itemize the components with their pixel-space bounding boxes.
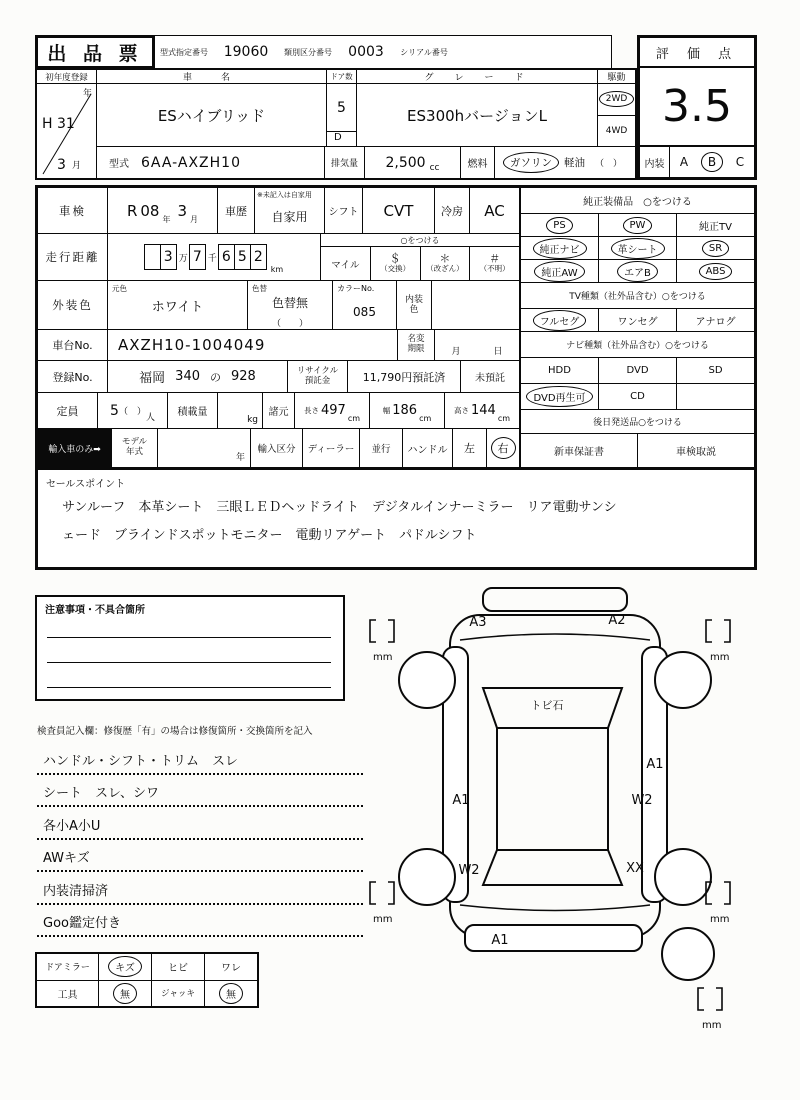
- damage-w2-left: W2: [458, 863, 480, 878]
- chassis-no-label: 車台No.: [38, 330, 108, 360]
- fuel-cell: [495, 147, 635, 178]
- equip-sunroof-circled: SR: [708, 242, 723, 254]
- mark-exchange-symbol: ＄: [389, 252, 401, 266]
- mirror-crack: ヒビ: [152, 954, 205, 980]
- mm-top-right: mm: [710, 652, 730, 663]
- mileage-unit: km: [270, 265, 284, 274]
- tv-type-title: TV種類（社外品含む）○をつける: [521, 283, 754, 309]
- model-year-unit: 年: [235, 453, 245, 463]
- drive-label: 駆動: [598, 70, 635, 84]
- navi-cd: CD: [599, 384, 677, 409]
- finding-item: シート スレ、シワ: [37, 775, 363, 808]
- length-value: 497: [320, 403, 346, 418]
- equipment-column: [521, 188, 754, 467]
- length-cell: [295, 393, 370, 428]
- first-reg-year-unit: 年: [82, 89, 92, 99]
- fuel-label: 燃料: [461, 147, 495, 178]
- height-unit: cm: [497, 414, 511, 423]
- finding-item: Goo鑑定付き: [37, 905, 363, 938]
- mirror-scratch-circled: キズ: [113, 959, 137, 974]
- measure-bracket-spare: [698, 988, 722, 1010]
- registration-no-value: [108, 361, 288, 392]
- history-note: ※未記入は自家用: [257, 191, 312, 199]
- car-name-value: ESハイブリッド: [157, 106, 266, 125]
- score-value: 3.5: [662, 81, 732, 132]
- handle-left-option: 左: [453, 429, 487, 467]
- plate-region: 福岡: [139, 371, 166, 386]
- original-color-label: 元色: [112, 284, 127, 293]
- inspector-findings: [37, 742, 363, 937]
- equip-oem-tv: 純正TV: [699, 221, 732, 233]
- model-row: [97, 146, 635, 178]
- jack-none-circled: 無: [224, 986, 238, 1001]
- registration-no-label: 登録No.: [38, 361, 108, 392]
- grade-value: ES300hバージョンL: [407, 106, 547, 125]
- damage-stone-chip: トビ石: [530, 699, 564, 712]
- sales-points-box: [35, 470, 757, 570]
- doors-count: 5: [337, 99, 346, 116]
- equipment-title: 純正装備品 ○をつける: [521, 188, 754, 214]
- defect-notes-title: 注意事項・不具合箇所: [45, 605, 145, 616]
- car-damage-diagram: [362, 582, 774, 1077]
- mm-spare: mm: [702, 1020, 722, 1031]
- mileage-label: 走行距離: [38, 234, 108, 280]
- grade-cell: [357, 70, 598, 146]
- row-inspection: [38, 188, 519, 234]
- main-table: [35, 185, 757, 470]
- model-year-label-1: モデル: [121, 437, 148, 448]
- color-change-cell: [248, 281, 333, 329]
- score-box: [637, 35, 757, 180]
- drive-4wd: 4WD: [605, 125, 628, 136]
- original-color-cell: [108, 281, 248, 329]
- color-no-value: 085: [353, 304, 376, 319]
- mileage-digit-1: 2: [250, 244, 267, 270]
- damage-xx: XX: [626, 861, 644, 876]
- sales-points-title: セールスポイント: [46, 479, 126, 490]
- recycle-label-2: 預託金: [304, 375, 331, 386]
- car-name-label: 車 名: [97, 70, 326, 84]
- recycle-label-1: リサイクル: [296, 365, 339, 376]
- front-bumper-shape: [483, 588, 627, 611]
- load-value: [218, 393, 263, 428]
- displacement-label: 排気量: [325, 147, 365, 178]
- displacement-value: 2,500: [385, 154, 426, 171]
- measure-bracket-top-right: [706, 620, 730, 642]
- mileage-digit-sen: 7: [189, 244, 206, 270]
- later-shipment-title: 後日発送品○をつける: [521, 410, 754, 434]
- first-reg-month: 3: [57, 157, 66, 173]
- navi-empty: [677, 384, 754, 409]
- ac-value: AC: [484, 201, 505, 220]
- interior-grade-c: C: [735, 155, 745, 169]
- color-change-value: 色替無: [271, 295, 308, 310]
- tools-none-circled: 無: [118, 986, 132, 1001]
- type-approval-label: 型式指定番号: [160, 47, 208, 57]
- doors-cell: [327, 70, 357, 146]
- height-value: 144: [470, 403, 496, 418]
- damage-a1-right: A1: [646, 757, 664, 772]
- inspector-instructions: 検査員記入欄：修復歴「有」の場合は修復箇所・交換箇所を記入: [37, 726, 313, 737]
- capacity-value: [98, 393, 168, 428]
- mark-tampered-sub: （改ざん）: [426, 264, 464, 274]
- finding-item: 各小A小U: [37, 807, 363, 840]
- model-year-value: [158, 429, 251, 467]
- rear-glass-shape: [483, 850, 622, 885]
- mileage-value: [108, 234, 321, 280]
- import-dealer-option: ディーラー: [303, 429, 360, 467]
- shaken-month-unit: 月: [190, 215, 199, 224]
- first-reg-era-year: H 31: [42, 116, 75, 132]
- defect-notes-box: [35, 595, 345, 701]
- mileage-sen-unit: 千: [207, 253, 217, 264]
- fuel-gasoline-circled: ガソリン: [509, 157, 552, 169]
- length-label: 長さ: [303, 406, 319, 415]
- shaken-label: 車検: [38, 188, 108, 233]
- mirror-break: ワレ: [221, 963, 241, 975]
- rename-deadline-label: [398, 330, 435, 360]
- mark-mile: マイル: [321, 247, 371, 280]
- mileage-mark-header: ○をつける: [321, 234, 519, 247]
- damage-a1-left: A1: [452, 793, 470, 808]
- import-type-label: 輸入区分: [251, 429, 303, 467]
- rename-label-2: 期限: [407, 344, 425, 354]
- later-warranty-book: 新車保証書: [521, 434, 638, 467]
- type-approval-number: 19060: [223, 44, 269, 60]
- mileage-digit-blank: [144, 244, 161, 270]
- defect-note-line-2: [47, 662, 331, 663]
- equip-leather-circled: 革シート: [616, 241, 660, 256]
- equip-aw-circled: 純正AW: [539, 264, 579, 279]
- color-no-label: カラーNo.: [337, 284, 375, 293]
- color-change-paren: （ ）: [271, 318, 308, 329]
- later-manual: 車検取説: [676, 447, 716, 458]
- row-registration: [38, 361, 519, 393]
- wheel-rear-left: [399, 849, 455, 905]
- hood-line: [460, 634, 650, 640]
- equip-pw-circled: PW: [629, 219, 646, 231]
- dimensions-label: 諸元: [263, 393, 295, 428]
- fuel-paren: （ ）: [594, 159, 622, 169]
- exterior-color-label: 外装色: [38, 281, 108, 329]
- capacity-number: 5: [110, 402, 119, 419]
- navi-dvd-playable-circled: DVD再生可: [531, 389, 587, 404]
- import-only-label: 輸入車のみ➡: [38, 429, 111, 467]
- ac-label: 冷房: [435, 188, 470, 233]
- finding-item: ハンドル・シフト・トリム スレ: [37, 742, 363, 775]
- drive-2wd-circled: 2WD: [605, 94, 628, 105]
- recycle-unpaid-option: 未預託: [475, 373, 505, 384]
- equip-airbag-circled: エアB: [622, 264, 653, 279]
- damage-a3: A3: [469, 615, 487, 630]
- finding-item: AWキズ: [37, 840, 363, 873]
- width-value: 186: [392, 403, 418, 418]
- interior-grade-b-circled: B: [707, 155, 717, 169]
- sales-points-line-2: ェード ブラインドスポットモニター 電動リアゲート パドルシフト: [62, 528, 477, 543]
- equip-abs-circled: ABS: [705, 265, 726, 277]
- shaken-era: R: [126, 201, 138, 220]
- drive-cell: [598, 70, 635, 146]
- navi-dvd: DVD: [599, 358, 677, 383]
- defect-note-line-3: [47, 687, 331, 688]
- grade-label: グ レ ー ド: [357, 70, 597, 84]
- displacement-unit: cc: [429, 163, 440, 173]
- model-year-label-2: 年式: [125, 447, 143, 457]
- damage-a2: A2: [608, 613, 626, 628]
- class-code-label: 類別区分番号: [284, 47, 332, 57]
- first-registration-label: 初年度登録: [37, 70, 96, 84]
- class-code-number: 0003: [348, 44, 384, 60]
- header-strip: [35, 35, 612, 69]
- shaken-date: [108, 188, 218, 233]
- rename-label-1: 名変: [407, 334, 425, 345]
- displacement-cell: [365, 147, 461, 178]
- original-color-value: ホワイト: [151, 299, 204, 315]
- measure-bracket-top-left: [370, 620, 394, 642]
- mileage-digit-100: 6: [218, 244, 235, 270]
- door-mirror-label: ドアミラー: [37, 954, 99, 980]
- plate-class: 340: [175, 369, 200, 384]
- interior-grade-label: 内装: [640, 147, 670, 177]
- shaken-year: 08: [140, 201, 160, 220]
- trunk-line: [460, 905, 650, 911]
- sheet-title: 出 品 票: [35, 35, 155, 69]
- interior-color-label: [397, 281, 432, 329]
- rename-deadline-value: [435, 330, 519, 360]
- car-name-cell: [97, 70, 327, 146]
- model-year-label: [111, 429, 158, 467]
- row-import: [38, 429, 519, 467]
- load-label: 積載量: [168, 393, 218, 428]
- capacity-label: 定員: [38, 393, 98, 428]
- mm-bottom-right: mm: [710, 914, 730, 925]
- first-reg-month-unit: 月: [72, 161, 82, 171]
- recycle-paid-value: 11,790円預託済: [348, 361, 461, 392]
- mm-top-left: mm: [373, 652, 393, 663]
- interior-color-label-2: 色: [409, 305, 419, 315]
- shift-label: シフト: [325, 188, 363, 233]
- finding-item: 内装清掃済: [37, 872, 363, 905]
- shaken-year-unit: 年: [162, 215, 171, 224]
- damage-w2-right: W2: [631, 793, 653, 808]
- mark-unknown-sub: （不明）: [479, 264, 510, 274]
- mileage-mark-cell: [321, 234, 519, 280]
- height-label: 高さ: [453, 406, 469, 415]
- tools-label: 工具: [37, 981, 99, 1007]
- mark-exchange: [371, 247, 421, 280]
- plate-number: 928: [231, 369, 256, 384]
- wheel-front-left: [399, 652, 455, 708]
- width-unit: cm: [419, 414, 432, 423]
- interior-color-label-1: 内装: [404, 294, 423, 305]
- tv-oneseg: ワンセグ: [599, 309, 677, 331]
- width-cell: [370, 393, 445, 428]
- color-no-cell: [333, 281, 397, 329]
- model-label: 型式: [109, 159, 129, 170]
- mm-bottom-left: mm: [373, 914, 393, 925]
- row-mileage: [38, 234, 519, 281]
- mileage-digit-10: 5: [234, 244, 251, 270]
- score-label: 評 価 点: [640, 38, 754, 68]
- model-code: 6AA-AXZH10: [141, 147, 325, 178]
- tv-fullseg-circled: フルセグ: [538, 313, 582, 328]
- shaken-month: 3: [177, 201, 188, 220]
- interior-color-value-empty: [432, 281, 519, 329]
- rename-month-unit: 月: [451, 347, 461, 357]
- row-spec: [38, 393, 519, 429]
- mark-unknown-symbol: ＃: [489, 252, 501, 266]
- sales-points-line-1: サンルーフ 本革シート 三眼ＬＥＤヘッドライト デジタルインナーミラー リア電動サンシ: [62, 500, 617, 515]
- fuel-diesel: 軽油: [563, 157, 585, 169]
- color-change-label: 色替: [252, 284, 267, 293]
- first-registration-cell: [37, 70, 97, 178]
- height-cell: [445, 393, 519, 428]
- width-label: 幅: [382, 406, 391, 415]
- history-cell: [255, 188, 325, 233]
- recycle-deposit-label: [288, 361, 348, 392]
- navi-sd: SD: [708, 365, 723, 376]
- history-label: 車歴: [218, 188, 255, 233]
- wheel-front-right: [655, 652, 711, 708]
- handle-label: ハンドル: [403, 429, 453, 467]
- defect-note-line-1: [47, 637, 331, 638]
- history-value: 自家用: [271, 210, 308, 224]
- equip-ps-circled: PS: [553, 219, 566, 231]
- serial-label: シリアル番号: [400, 47, 448, 57]
- capacity-paren: （ ）: [118, 407, 146, 417]
- doors-label: ドア数: [327, 70, 356, 84]
- mark-exchange-sub: （交換）: [380, 264, 411, 274]
- capacity-unit: 人: [145, 413, 155, 423]
- mileage-digit-man: 3: [160, 244, 177, 270]
- mark-unknown: [470, 247, 519, 280]
- handle-right-circled: 右: [497, 442, 509, 455]
- import-parallel-option: 並行: [360, 429, 403, 467]
- row-chassis: [38, 330, 519, 361]
- interior-grade-a: A: [679, 155, 689, 169]
- jack-label: ジャッキ: [152, 981, 205, 1007]
- equip-navi-circled: 純正ナビ: [538, 241, 582, 256]
- car-body-shape: [450, 615, 660, 937]
- mark-tampered: [421, 247, 471, 280]
- navi-hdd: HDD: [521, 358, 599, 383]
- chassis-no-value: AXZH10-1004049: [108, 330, 398, 360]
- tv-analog: アナログ: [695, 316, 736, 328]
- measure-bracket-bottom-left: [370, 882, 394, 904]
- vehicle-id-table: [35, 68, 637, 180]
- length-unit: cm: [347, 414, 361, 423]
- mileage-man-unit: 万: [178, 253, 188, 264]
- row-exterior-color: [38, 281, 519, 330]
- serial-value-empty: [453, 36, 611, 68]
- plate-kana: の: [210, 370, 221, 384]
- damage-a1-rear: A1: [491, 933, 509, 948]
- mirror-tools-table: [35, 952, 259, 1008]
- doors-type: D: [327, 131, 356, 146]
- car-diagram-svg: [362, 582, 774, 1077]
- shift-value: CVT: [363, 188, 435, 233]
- mark-tampered-symbol: ＊: [439, 252, 451, 266]
- wheel-rear-right: [655, 849, 711, 905]
- spare-tire-shape: [662, 928, 714, 980]
- load-unit: kg: [247, 415, 258, 425]
- rename-day-unit: 日: [493, 347, 503, 357]
- navi-type-title: ナビ種類（社外品含む）○をつける: [521, 332, 754, 358]
